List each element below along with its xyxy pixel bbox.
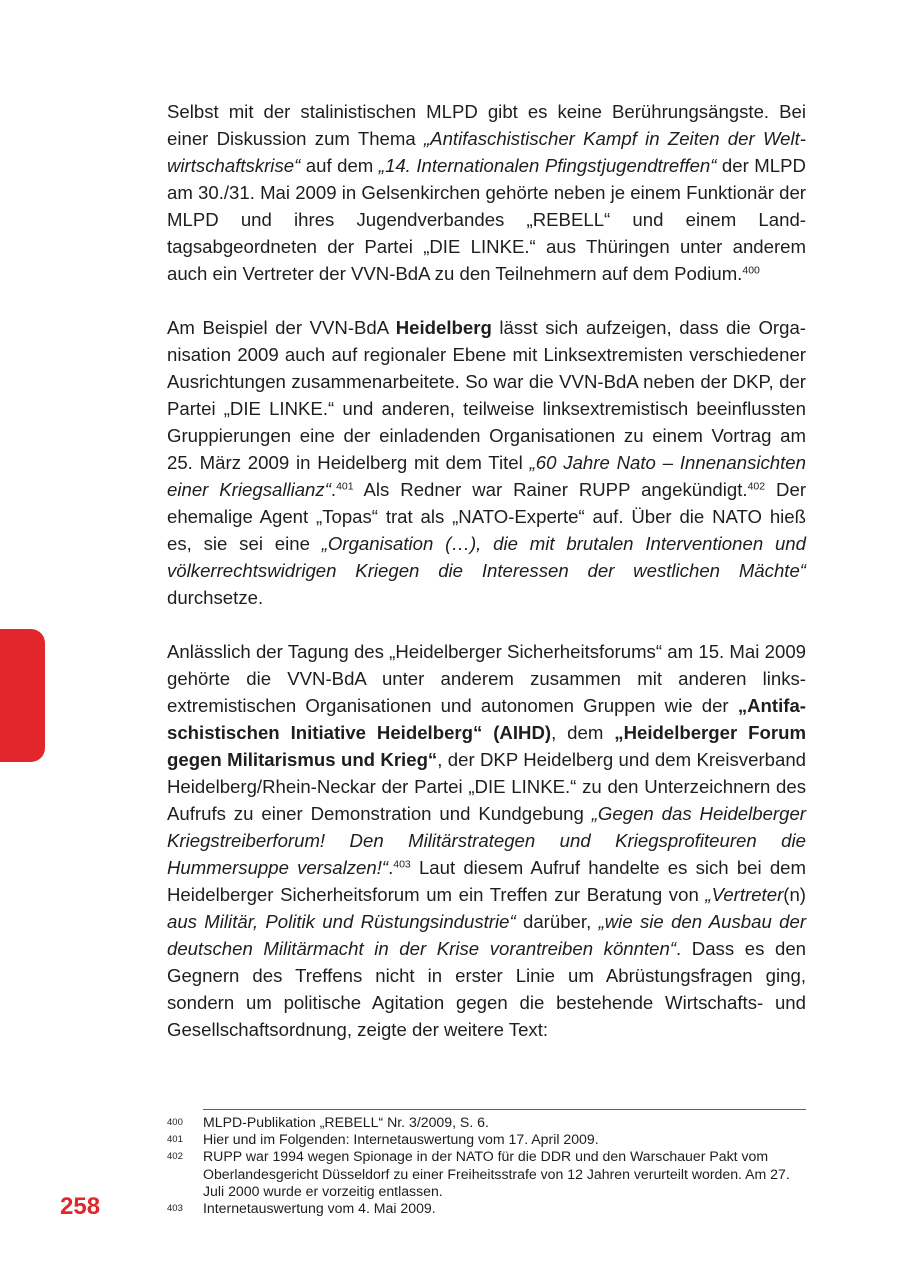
footnote-text: RUPP war 1994 wegen Spionage in der NATO für die DDR und den Warschauer Pakt vom Oberlandesgericht Düsseldorf zu einer Freiheitsstrafe von 12 Jahren verurteilt worden. Am 27. Juli 2000 wurde er vorzeitig entlassen. — [203, 1148, 790, 1199]
text-run: Selbst mit der stalinistischen MLPD gibt es keine Berührungsängste. Bei einer Diskussion zum Thema — [167, 101, 806, 149]
footnote-text: Hier und im Folgenden: Internetauswertung vom 17. April 2009. — [203, 1131, 599, 1148]
text-run: auf dem — [300, 155, 379, 176]
text-run: Der ehemalige Agent „Topas“ trat als „NATO-Experte“ auf. Über die NATO hieß es, sie sei eine — [167, 479, 807, 554]
text-run: , dem — [551, 722, 615, 743]
footnote-number: 402 — [167, 1151, 183, 1163]
text-run: Am Beispiel der VVN-BdA — [167, 317, 396, 338]
footnote-ref: 403 — [393, 858, 411, 871]
footnote-item — [167, 1148, 808, 1200]
italic-run: aus Militär, Politik und Rüstungsindustrie“ — [167, 911, 516, 932]
body-text — [167, 98, 806, 1043]
bold-run: Heidelberg — [395, 317, 492, 338]
italic-run: „60 Jahre Nato – Innenansichten einer Kriegsallianz“ — [167, 452, 806, 500]
footnote-item — [167, 1200, 808, 1217]
bold-run: „Antifaschistischen Initiative Heidelberg“ (AIHD) — [167, 695, 806, 743]
italic-run: „Organisation (…), die mit brutalen Interventionen und völkerrechtswidrigen Kriegen die Interessen der westlichen Mächte“ — [167, 533, 806, 581]
footnote-text: MLPD-Publikation „REBELL“ Nr. 3/2009, S. 6. — [203, 1114, 489, 1130]
text-run: Anlässlich der Tagung des „Heidelberger Sicherheitsforums“ am 15. Mai 2009 gehörte die VVN-BdA unter anderem zusammen mit anderen linksextremistischen Organisationen und autonomen Gruppen wie der — [167, 641, 806, 716]
italic-run: „14. Internationalen Pfingstjugendtreffen“ — [378, 155, 717, 176]
footnote-item — [167, 1114, 808, 1131]
paragraph — [167, 98, 806, 287]
paragraph — [167, 314, 806, 611]
chapter-tab-marker — [0, 629, 45, 762]
paragraph — [167, 638, 806, 1043]
footnote-item — [167, 1131, 808, 1148]
footnote-number: 400 — [167, 1117, 183, 1128]
text-run: . — [330, 479, 337, 500]
text-run: der MLPD am 30./31. Mai 2009 in Gelsenkirchen gehörte neben je einem Funktionär der MLPD und ihres Jugendverbandes „REBELL“ und einem Landtagsabgeordneten der Partei „DIE LINKE.“ aus Thüringen unter anderem auch ein Vertreter der VVN-BdA zu den Teilnehmern auf dem Podium. — [167, 155, 806, 284]
footnote-number: 401 — [167, 1134, 183, 1146]
text-run: (n) — [783, 884, 806, 905]
footnote-ref: 402 — [747, 480, 766, 493]
footnote-ref: 401 — [336, 480, 354, 493]
footnote-divider — [203, 1109, 806, 1110]
text-run: lässt sich aufzeigen, dass die Organisation 2009 auch auf regionaler Ebene mit Linksextremisten verschiedener Ausrichtungen zusammenarbeitete. So war die VVN-BdA neben der DKP, der Partei „DIE LINKE.“ und anderen, teilweise linksextremistisch beeinflussten Gruppierungen eine der einladenden Organisationen zu einem Vortrag am 25. März 2009 in Heidelberg mit dem Titel — [167, 317, 806, 473]
footnote-number: 403 — [167, 1203, 183, 1215]
italic-run: „Gegen das Heidelberger Kriegstreiberforum! Den Militärstrategen und Kriegsprofiteuren die Hummersuppe versalzen!“ — [167, 803, 807, 878]
footnotes — [167, 1114, 808, 1217]
text-run: . Dass es den Gegnern des Treffens nicht in erster Linie um Abrüstungsfragen ging, sondern um politische Agitation gegen die bestehende Wirtschafts- und Gesellschaftsordnung, zeigte der weitere Text: — [167, 938, 807, 1040]
italic-run: „Vertreter — [705, 884, 784, 905]
bold-run: „Heidelberger Forum gegen Militarismus und Krieg“ — [167, 722, 806, 770]
text-run: . — [388, 857, 394, 878]
text-run: durchsetze. — [167, 587, 264, 608]
footnote-text: Internetauswertung vom 4. Mai 2009. — [203, 1200, 436, 1217]
text-run: Als Redner war Rainer RUPP angekündigt. — [353, 479, 748, 500]
italic-run: „Antifaschistischer Kampf in Zeiten der Weltwirtschaftskrise“ — [167, 128, 806, 176]
page-number: 258 — [60, 1193, 101, 1220]
text-run: Laut diesem Aufruf handelte es sich bei dem Heidelberger Sicherheitsforum um ein Treffen zur Beratung von — [167, 857, 806, 905]
text-run: , der DKP Heidelberg und dem Kreisverband Heidelberg/Rhein-Neckar der Partei „DIE LINKE.“ zu den Unterzeichnern des Aufrufs zu einer Demonstration und Kundgebung — [167, 749, 806, 824]
footnote-ref: 400 — [742, 264, 760, 277]
italic-run: „wie sie den Ausbau der deutschen Militärmacht in der Krise vorantreiben könnten“ — [167, 911, 807, 959]
text-run: darüber, — [515, 911, 599, 932]
